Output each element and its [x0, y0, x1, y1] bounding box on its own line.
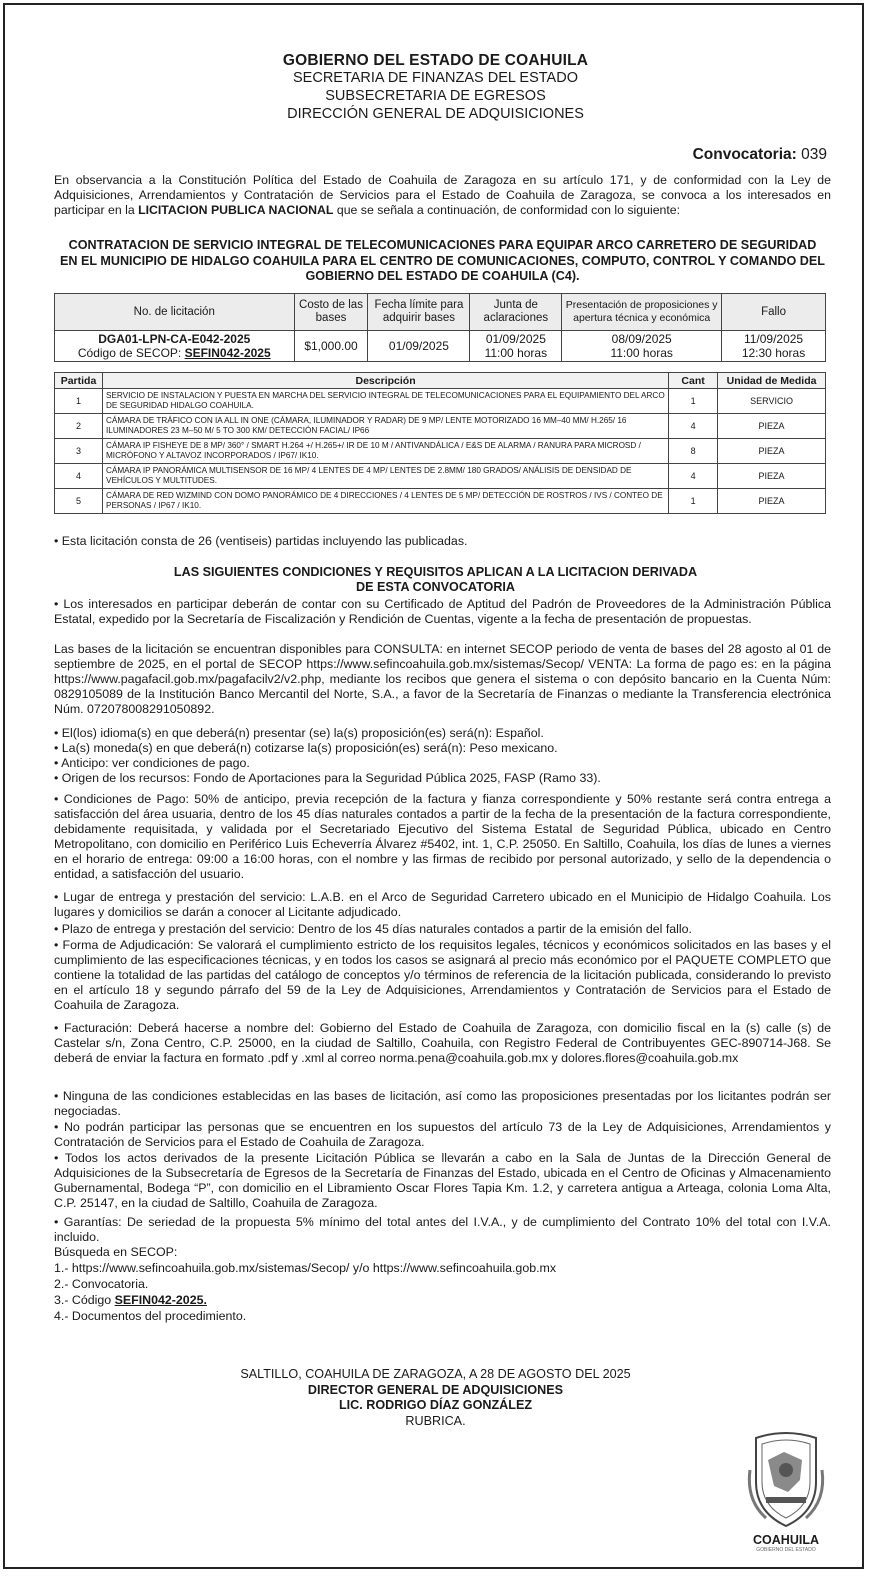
col-header-fecha-limite: Fecha límite para adquirir bases	[368, 294, 470, 331]
conditions-title-line2: DE ESTA CONVOCATORIA	[355, 580, 516, 594]
junta-hora: 11:00 horas	[484, 346, 548, 360]
condition-adjudicacion: • Forma de Adjudicación: Se valorará el cumplimiento estricto de los requisitos legales, técnicos y económicos solicitados en las bases y el cumplimiento de las especificaciones técnicas, y en todos los casos se asignará al precio más económico por el PAQUETE COMPLETO que contiene la totalidad de las partidas del catálogo de conceptos y/o términos de referencia de la licitación publicada, considerando lo previsto en el artículo 18 y segundo párrafo del 59 de la Ley de Adquisiciones, Arrendamientos y Contratación de Servicios para el Estado de Coahuila de Zaragoza.	[54, 938, 831, 1012]
fecha-limite-cell: 01/09/2025	[368, 331, 470, 362]
intro-text-before: En observancia a la Constitución Política del Estado de Coahuila de Zaragoza en su artículo 171, y de conformidad con la Ley de Adquisiciones, Arrendamientos y Contratación de Servicios para el Estado de Coahuila de Zaragoza, se convoca a los interesados en participar en la	[54, 173, 831, 217]
condition-negociacion: • Ninguna de las condiciones establecidas en las bases de licitación, así como las proposiciones presentadas por los licitantes podrán ser negociadas.	[54, 1089, 831, 1118]
condition-plazo: • Plazo de entrega y prestación del servicio: Dentro de los 45 días naturales contados a partir de la emisión del fallo.	[54, 922, 692, 936]
condition-idioma: • El(los) idioma(s) en que deberá(n) presentar (se) la(s) proposición(es) será(n): Español.	[54, 726, 544, 740]
signature-rubrica: RUBRICA.	[405, 1413, 466, 1428]
secop-code: SEFIN042-2025	[184, 346, 271, 360]
convocatoria-value: 039	[801, 146, 827, 163]
unidad-cell: PIEZA	[718, 414, 826, 439]
tender-title: CONTRATACION DE SERVICIO INTEGRAL DE TELECOMUNICACIONES PARA EQUIPAR ARCO CARRETERO DE SEGURIDAD EN EL MUNICIPIO DE HIDALGO COAHUILA PARA EL CENTRO DE COMUNICACIONES, COMPUTO, CONTROL Y COMANDO DEL GOBIERNO DEL ESTADO DE COAHUILA (C4).	[60, 238, 825, 283]
conditions-title	[0, 565, 871, 595]
cant-cell: 4	[669, 464, 718, 489]
unidad-cell: PIEZA	[718, 464, 826, 489]
secop-search-step4: 4.- Documentos del procedimiento.	[54, 1309, 247, 1323]
cant-cell: 1	[669, 489, 718, 514]
col-header-descripcion: Descripción	[102, 373, 668, 389]
presentacion-cell	[562, 331, 722, 362]
junta-cell	[470, 331, 562, 362]
descripcion-cell: SERVICIO DE INSTALACION Y PUESTA EN MARCHA DEL SERVICIO INTEGRAL DE TELECOMUNICACIONES PARA EL EQUIPAMIENTO DEL ARCO DE SEGURIDAD HIDALGO COAHUILA.	[102, 389, 668, 414]
col-header-fallo: Fallo	[722, 294, 826, 331]
presentacion-hora: 11:00 horas	[610, 346, 673, 360]
condition-facturacion: • Facturación: Deberá hacerse a nombre del: Gobierno del Estado de Coahuila de Zaragoza, con domicilio fiscal en la (s) calle (s) de Castelar s/n, Zona Centro, C.P. 25000, en la ciudad de Saltillo, Coahuila, con Registro Federal de Contribuyentes GEC-890714-J68. Se deberá de enviar la factura en formato .pdf y .xml al correo norma.pena@coahuila.gob.mx y dolores.flores@coahuila.gob.mx	[54, 1021, 831, 1065]
condition-bases: Las bases de la licitación se encuentran disponibles para CONSULTA: en internet SECOP periodo de venta de bases del 28 agosto al 01 de septiembre de 2025, en el portal de SECOP https://www.sefincoahuila.gob.mx/sistemas/Secop/ VENTA: La forma de pago es: en la página https://www.pagafacil.gob.mx/pagafacilv2/v2.php, mediante los recibos que genera el sistema o con depósito bancario en la Cuenta Núm: 0829105089 de la Institución Banco Mercantil del Norte, S.A., a favor de la Secretaría de Finanzas o mediante la Transferencia electrónica Núm. 072078008291050892.	[54, 642, 831, 716]
partida-cell: 1	[55, 389, 103, 414]
convocatoria-number	[693, 146, 827, 164]
table-row	[55, 489, 826, 514]
partidas-note: • Esta licitación consta de 26 (ventiseis) partidas incluyendo las publicadas.	[54, 534, 468, 548]
signature-name: LIC. RODRIGO DÍAZ GONZÁLEZ	[338, 1398, 533, 1412]
col-header-unidad: Unidad de Medida	[718, 373, 826, 389]
summary-header-row	[55, 294, 826, 331]
secop-step3-prefix: 3.- Código	[54, 1293, 115, 1307]
table-row	[55, 439, 826, 464]
table-row	[55, 389, 826, 414]
partida-cell: 2	[55, 414, 103, 439]
intro-paragraph	[54, 173, 831, 218]
condition-origen: • Origen de los recursos: Fondo de Aportaciones para la Seguridad Pública 2025, FASP (Ramo 33).	[54, 771, 601, 785]
items-header-row	[55, 373, 826, 389]
secop-step3-code: SEFIN042-2025.	[114, 1293, 207, 1307]
col-header-presentacion: Presentación de proposiciones y apertura técnica y económica	[562, 294, 722, 331]
condition-certificado: • Los interesados en participar deberán de contar con su Certificado de Aptitud del Padrón de Proveedores de la Administración Pública Estatal, expedido por la Secretaría de Fiscalización y Rendición de Cuentas, vigente a la fecha de presentación de propuestas.	[54, 597, 831, 626]
descripcion-cell: CÁMARA DE TRÁFICO CON IA ALL IN ONE (CÁMARA, ILUMINADOR Y RADAR) DE 9 MP/ LENTE MOTORIZADO 16 MM–40 MM/ H.265/ 16 ILUMINADORES 23 M–50 M/ 5 TO 300 KM/ DETECCIÓN FACIAL/ IP66	[102, 414, 668, 439]
condition-actos: • Todos los actos derivados de la presente Licitación Pública se llevarán a cabo en la Sala de Juntas de la Dirección General de Adquisiciones de la Subsecretaría de Egresos de la Secretaría de Finanzas del Estado, ubicada en el Centro de Oficinas y Almacenamiento Gubernamental, Bodega “P”, con domicilio en el Libramiento Oscar Flores Tapia Km. 1.2, y carretera antigua a Arteaga, colonia Loma Alta, C.P. 25147, en la ciudad de Saltillo, Coahuila de Zaragoza.	[54, 1151, 831, 1210]
header-direccion: DIRECCIÓN GENERAL DE ADQUISICIONES	[287, 106, 584, 122]
summary-table	[54, 293, 826, 362]
items-table	[54, 372, 826, 514]
condition-anticipo: • Anticipo: ver condiciones de pago.	[54, 756, 250, 770]
condition-pago: • Condiciones de Pago: 50% de anticipo, previa recepción de la factura y fianza correspondiente y 50% restante será contra entrega a satisfacción del área usuaria, dentro de los 45 días naturales contados a partir de la fecha de la presentación de la factura correspondiente, debidamente requisitada, y validada por el Secretariado Ejecutivo del Sistema Estatal de Seguridad Pública, ubicado en Centro Metropolitano, con domicilio en Periférico Luis Echeverría Álvarez #5402, int. 1, C.P. 25050. En Saltillo, Coahuila, los días de lunes a viernes en el horario de entrega: 09:00 a 16:00 horas, con el nombre y las firmas de recibido por personal autorizado, y sello de la dependencia o entidad, a satisfacción del usuario.	[54, 792, 831, 881]
partida-cell: 3	[55, 439, 103, 464]
descripcion-cell: CÁMARA DE RED WIZMIND CON DOMO PANORÁMICO DE 4 DIRECCIONES / 4 LENTES DE 5 MP/ DETECCIÓN DE ROSTROS / IVS / CONTEO DE PERSONAS / IP67 / IK10.	[102, 489, 668, 514]
summary-data-row	[55, 331, 826, 362]
col-header-cant: Cant	[669, 373, 718, 389]
condition-moneda: • La(s) moneda(s) en que deberá(n) cotizarse la(s) proposición(es) será(n): Peso mexicano.	[54, 741, 558, 755]
condition-participacion: • No podrán participar las personas que se encuentren en los supuestos del artículo 73 de la Ley de Adquisiciones, Arrendamientos y Contratación de Servicios para el Estado de Coahuila de Zaragoza.	[54, 1120, 831, 1149]
signature-place-date: SALTILLO, COAHUILA DE ZARAGOZA, A 28 DE AGOSTO DEL 2025	[240, 1367, 631, 1381]
licitacion-number: DGA01-LPN-CA-E042-2025	[98, 332, 251, 346]
unidad-cell: SERVICIO	[718, 389, 826, 414]
secop-code-line	[57, 346, 292, 360]
junta-fecha: 01/09/2025	[485, 332, 546, 346]
partida-cell: 4	[55, 464, 103, 489]
col-header-junta: Junta de aclaraciones	[470, 294, 562, 331]
intro-text-after: que se señala a continuación, de conformidad con lo siguiente:	[333, 203, 681, 217]
col-header-partida: Partida	[55, 373, 103, 389]
fallo-cell	[722, 331, 826, 362]
coahuila-shield-icon	[744, 1430, 828, 1530]
fallo-hora: 12:30 horas	[741, 346, 806, 360]
secop-search-step1: 1.- https://www.sefincoahuila.gob.mx/sistemas/Secop/ y/o https://www.sefincoahuila.gob.mx	[54, 1261, 557, 1275]
cant-cell: 1	[669, 389, 718, 414]
partida-cell: 5	[55, 489, 103, 514]
unidad-cell: PIEZA	[718, 489, 826, 514]
signature-block	[0, 1367, 871, 1429]
condition-garantias: • Garantías: De seriedad de la propuesta 5% mínimo del total antes del I.V.A., y de cumplimiento del Contrato 10% del total con I.V.A. incluido.	[54, 1215, 831, 1244]
conditions-title-line1: LAS SIGUIENTES CONDICIONES Y REQUISITOS APLICAN A LA LICITACION DERIVADA	[173, 565, 698, 579]
descripcion-cell: CÁMARA IP PANORÁMICA MULTISENSOR DE 16 MP/ 4 LENTES DE 4 MP/ LENTES DE 2.8MM/ 180 GRADOS/ ANÁLISIS DE DENSIDAD DE VEHÍCULOS Y MULTITUDES.	[102, 464, 668, 489]
licitacion-cell	[55, 331, 295, 362]
descripcion-cell: CÁMARA IP FISHEYE DE 8 MP/ 360° / SMART H.264 +/ H.265+/ IR DE 10 M / ANTIVANDÁLICA / E&S DE ALARMA / RANURA PARA MICROSD / MICRÓFONO Y ALTAVOZ INCORPORADOS / IP67/ IK10.	[102, 439, 668, 464]
presentacion-fecha: 08/09/2025	[611, 332, 672, 346]
unidad-cell: PIEZA	[718, 439, 826, 464]
secop-search-step3	[54, 1293, 831, 1308]
header-subsecretaria: SUBSECRETARIA DE EGRESOS	[325, 88, 546, 104]
cant-cell: 4	[669, 414, 718, 439]
table-row	[55, 464, 826, 489]
condition-lugar: • Lugar de entrega y prestación del servicio: L.A.B. en el Arco de Seguridad Carretero ubicado en el Municipio de Hidalgo Coahuila. Los lugares y domicilios se darán a conocer al Licitante adjudicado.	[54, 890, 831, 919]
header-secretaria: SECRETARIA DE FINANZAS DEL ESTADO	[293, 70, 578, 86]
intro-licitacion-type: LICITACION PUBLICA NACIONAL	[138, 203, 334, 217]
table-row	[55, 414, 826, 439]
secop-search-step2: 2.- Convocatoria.	[54, 1277, 149, 1291]
convocatoria-label: Convocatoria:	[692, 146, 797, 163]
costo-cell: $1,000.00	[294, 331, 368, 362]
logo-wordmark: COAHUILA	[753, 1533, 819, 1547]
cant-cell: 8	[669, 439, 718, 464]
col-header-costo: Costo de las bases	[294, 294, 368, 331]
coahuila-logo	[744, 1430, 828, 1553]
secop-label: Código de SECOP:	[77, 346, 182, 360]
secop-search-title: Búsqueda en SECOP:	[54, 1245, 178, 1259]
header-government: GOBIERNO DEL ESTADO DE COAHUILA	[282, 52, 589, 69]
col-header-licitacion: No. de licitación	[55, 294, 295, 331]
logo-subtitle: GOBIERNO DEL ESTADO	[756, 1547, 816, 1553]
signature-position: DIRECTOR GENERAL DE ADQUISICIONES	[307, 1382, 564, 1397]
fallo-fecha: 11/09/2025	[743, 332, 804, 346]
